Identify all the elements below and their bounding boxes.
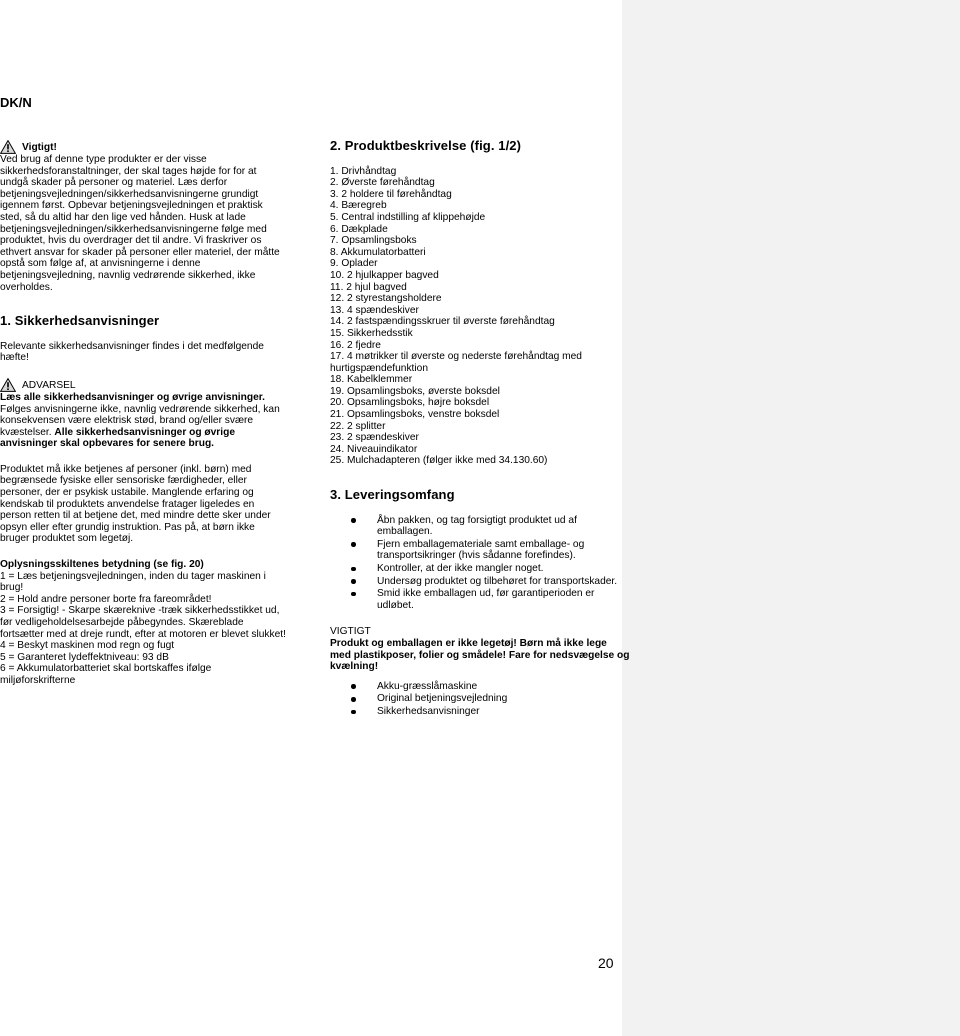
part-item: 12. 2 styrestangsholdere — [330, 293, 442, 305]
part-item: 5. Central indstilling af klippehøjde — [330, 211, 486, 223]
left-column — [0, 140, 286, 687]
part-item: 6. Dækplade — [330, 223, 388, 235]
part-item: 20. Opsamlingsboks, højre boksdel — [330, 397, 490, 409]
part-item: 9. Oplader — [330, 258, 378, 270]
sign-line: 6 = Akkumulatorbatteriet skal bortskaffes ifølge miljøforskrifterne — [0, 663, 212, 686]
contents-list — [330, 681, 630, 718]
advarsel-normal: Følges anvisningerne ikke, navnlig vedrørende sikkerhed, kan konsekvensen være elektrisk stød, brand og/eller svære kvæstelser. — [0, 403, 280, 438]
vigtigt-body: Ved brug af denne type produkter er der visse sikkerhedsforanstaltninger, der skal tages højde for for at undgå skader på personer og materiel. Læs derfor betjeningsvejledningen/sikkerhedsanvisningerne grundigt igennem først. Opbevar betjeningsvejledningen et praktisk sted, så du altid har den lige ved hånden. Husk at lade betjeningsvejledningen/sikkerhedsanvisningerne følge med produktet, hvis du overdrager det til andre. Vi fraskriver os ethvert ansvar for skader på personer eller materiel, der måtte opstå som følge af, at anvisningerne i denne betjeningsvejledning, navnlig vedrørende sikkerhed, ikke overholdes. — [0, 154, 280, 293]
part-item: 4. Bæregreb — [330, 200, 387, 212]
sign-line: 2 = Hold andre personer borte fra fareområdet! — [0, 593, 212, 605]
sign-line: 4 = Beskyt maskinen mod regn og fugt — [0, 640, 175, 652]
part-item: 22. 2 splitter — [330, 420, 386, 432]
vigtigt-title: Vigtigt! — [22, 142, 57, 154]
signs-heading: Oplysningsskiltenes betydning (se fig. 20) — [0, 559, 204, 571]
list-item: Åbn pakken, og tag forsigtigt produktet ud af emballagen. — [330, 515, 630, 538]
advarsel-title: ADVARSEL — [22, 380, 76, 392]
children-paragraph: Produktet må ikke betjenes af personer (inkl. børn) med begrænsede fysiske eller sensoriske færdigheder, eller personer, der er psykisk ustabile. Manglende erfaring og kendskab til produktets anvendelse fratager ligeledes en person retten til at betjene det, med mindre dette sker under opsyn eller efter grundig instruktion. Pas på, at børn ikke bruger produktet som legetøj. — [0, 463, 271, 545]
part-item: 8. Akkumulatorbatteri — [330, 246, 426, 258]
part-item: 14. 2 fastspændingsskruer til øverste førehåndtag — [330, 316, 555, 328]
list-item: Original betjeningsvejledning — [330, 693, 630, 705]
list-item: Kontroller, at der ikke mangler noget. — [330, 563, 630, 575]
advarsel-bold-1: Læs alle sikkerhedsanvisninger og øvrige anvisninger. — [0, 391, 265, 403]
part-item: 23. 2 spændeskiver — [330, 432, 419, 444]
section-2-heading: 2. Produktbeskrivelse (fig. 1/2) — [330, 138, 522, 153]
advarsel-body — [0, 392, 286, 450]
part-item: 7. Opsamlingsboks — [330, 235, 417, 247]
warning-triangle-icon — [0, 378, 16, 392]
part-item: 24. Niveauindikator — [330, 443, 418, 455]
list-item: Smid ikke emballagen ud, før garantiperioden er udløbet. — [330, 588, 630, 611]
delivery-steps-list — [330, 515, 630, 612]
page-number: 20 — [598, 955, 614, 971]
sign-line: 3 = Forsigtig! - Skarpe skæreknive -træk sikkerhedsstikket ud, før vedligeholdelsesarbejde påbegyndes. Skæreblade fortsætter med at dreje rundt, efter at motoren er blevet slukket! — [0, 605, 286, 640]
section-1-intro: Relevante sikkerhedsanvisninger findes i det medfølgende hæfte! — [0, 340, 264, 364]
section-1-heading: 1. Sikkerhedsanvisninger — [0, 313, 160, 329]
list-item: Akku-græsslåmaskine — [330, 681, 630, 693]
warning-triangle-icon — [0, 140, 16, 154]
list-item: Sikkerhedsanvisninger — [330, 706, 630, 718]
sign-line: 1 = Læs betjeningsvejledningen, inden du tager maskinen i brug! — [0, 570, 266, 594]
part-item: 19. Opsamlingsboks, øverste boksdel — [330, 385, 500, 397]
advarsel-heading — [0, 378, 286, 392]
part-item: 10. 2 hjulkapper bagved — [330, 269, 439, 281]
page-margin-band — [622, 0, 960, 1036]
sign-line: 5 = Garanteret lydeffektniveau: 93 dB — [0, 651, 169, 663]
part-item: 1. Drivhåndtag — [330, 165, 397, 177]
parts-list — [330, 166, 630, 467]
list-item: Undersøg produktet og tilbehøret for transportskader. — [330, 576, 630, 588]
advarsel-bold-2: Alle sikkerhedsanvisninger og øvrige anvisninger skal opbevares for senere brug. — [0, 426, 235, 450]
section-3-heading: 3. Leveringsomfang — [330, 487, 455, 503]
vigtigt-warning: Produkt og emballagen er ikke legetøj! Børn må ikke lege med plastikposer, folier og smådele! Fare for nedsvægelse og kvælning! — [330, 637, 630, 673]
part-item: 11. 2 hjul bagved — [330, 281, 407, 293]
part-item: 2. Øverste førehåndtag — [330, 177, 435, 189]
part-item: 21. Opsamlingsboks, venstre boksdel — [330, 409, 500, 421]
vigtigt-label: VIGTIGT — [330, 626, 371, 638]
part-item: 18. Kabelklemmer — [330, 374, 413, 386]
part-item: 15. Sikkerhedsstik — [330, 327, 413, 339]
part-item: 17. 4 møtrikker til øverste og nederste førehåndtag med hurtigspændefunktion — [330, 351, 582, 374]
vigtigt-heading — [0, 140, 286, 154]
list-item: Fjern emballagemateriale samt emballage- og transportsikringer (hvis sådanne forefindes). — [330, 539, 630, 562]
part-item: 25. Mulchadapteren (følger ikke med 34.130.60) — [330, 455, 548, 467]
part-item: 3. 2 holdere til førehåndtag — [330, 188, 452, 200]
part-item: 16. 2 fjedre — [330, 339, 381, 351]
right-column — [330, 140, 630, 719]
language-label: DK/N — [0, 95, 32, 110]
part-item: 13. 4 spændeskiver — [330, 304, 419, 316]
